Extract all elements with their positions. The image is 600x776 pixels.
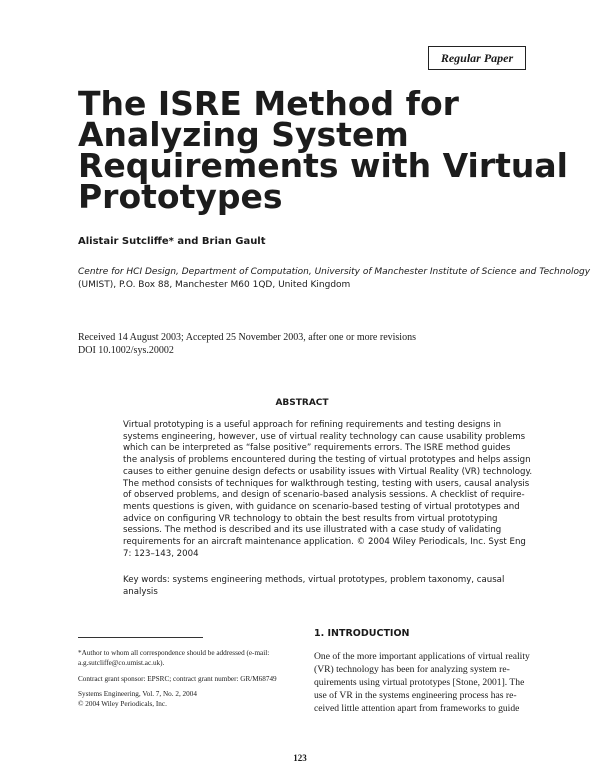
abstract-line: the analysis of problems encountered during the testing of virtual prototypes and helps assign bbox=[123, 455, 531, 466]
footnote-divider bbox=[78, 637, 203, 638]
abstract-line: systems engineering, however, use of virtual reality technology can cause usability problems bbox=[123, 431, 526, 442]
abstract-line: sessions. The method is described and its use illustrated with a case study of validating bbox=[123, 525, 502, 536]
received-info bbox=[78, 331, 416, 357]
title-line: Prototypes bbox=[78, 177, 283, 216]
grant-sponsor: Contract grant sponsor: EPSRC; contract grant number: GR/M68749 bbox=[78, 674, 277, 683]
introduction-body bbox=[314, 650, 530, 715]
title-line: The ISRE Method for bbox=[78, 84, 459, 123]
title-line: Analyzing System bbox=[78, 115, 409, 154]
affiliation bbox=[78, 266, 591, 292]
keywords-line: analysis bbox=[123, 586, 158, 597]
author-list: Alistair Sutcliffe* and Brian Gault bbox=[78, 236, 266, 247]
paper-type-badge bbox=[428, 46, 526, 70]
abstract-line: ments questions is given, with guidance on scenario-based testing of virtual prototypes and bbox=[123, 501, 520, 512]
abstract-heading: ABSTRACT bbox=[275, 398, 329, 408]
body-line: One of the more important applications of virtual reality bbox=[314, 651, 530, 662]
body-line: ceived little attention apart from frameworks to guide bbox=[314, 703, 520, 715]
copyright: © 2004 Wiley Periodicals, Inc. bbox=[78, 700, 167, 709]
body-line: quirements using virtual prototypes [Stone, 2001]. The bbox=[314, 677, 525, 689]
abstract-line: causes to either genuine design defects or usability issues with Virtual Reality (VR) technology. bbox=[123, 466, 533, 477]
title-line: Requirements with Virtual bbox=[78, 146, 568, 185]
page-number: 123 bbox=[293, 753, 307, 763]
abstract-line: which can be interpreted as “false positive” requirements errors. The ISRE method guides bbox=[123, 443, 511, 454]
abstract-line: The method consists of techniques for walkthrough testing, testing with users, causal analysis bbox=[123, 478, 530, 489]
affiliation-line: (UMIST), P.O. Box 88, Manchester M60 1QD, United Kingdom bbox=[78, 280, 351, 290]
author-note-line: a.g.sutcliffe@co.umist.ac.uk). bbox=[78, 658, 165, 667]
article-title bbox=[78, 84, 568, 216]
paper-type-label: Regular Paper bbox=[440, 50, 514, 65]
abstract-body bbox=[123, 420, 533, 560]
abstract-line: of observed problems, and design of scenario-based analysis sessions. A checklist of require- bbox=[123, 490, 525, 501]
body-line: (VR) technology has been for analyzing system re- bbox=[314, 664, 510, 676]
abstract-line: Virtual prototyping is a useful approach for refining requirements and testing designs in bbox=[123, 420, 502, 430]
keywords bbox=[123, 575, 505, 598]
keywords-line: Key words: systems engineering methods, virtual prototypes, problem taxonomy, causal bbox=[123, 575, 505, 585]
doi: DOI 10.1002/sys.20002 bbox=[78, 345, 174, 356]
author-note-line: *Author to whom all correspondence should be addressed (e-mail: bbox=[78, 649, 270, 657]
section-heading-introduction: 1. INTRODUCTION bbox=[314, 628, 410, 639]
journal-info: Systems Engineering, Vol. 7, No. 2, 2004 bbox=[78, 690, 197, 699]
footnotes bbox=[78, 649, 298, 710]
body-line: use of VR in the systems engineering process has re- bbox=[314, 690, 517, 702]
abstract-line: requirements for an aircraft maintenance application. © 2004 Wiley Periodicals, Inc. Syst Eng bbox=[123, 537, 526, 548]
abstract-line: advice on configuring VR technology to obtain the best results from virtual prototyping bbox=[123, 513, 498, 524]
abstract-line: 7: 123–143, 2004 bbox=[123, 548, 199, 559]
affiliation-line: Centre for HCI Design, Department of Computation, University of Manchester Institute of Science and Technology bbox=[78, 267, 591, 277]
received-dates: Received 14 August 2003; Accepted 25 November 2003, after one or more revisions bbox=[78, 332, 416, 343]
